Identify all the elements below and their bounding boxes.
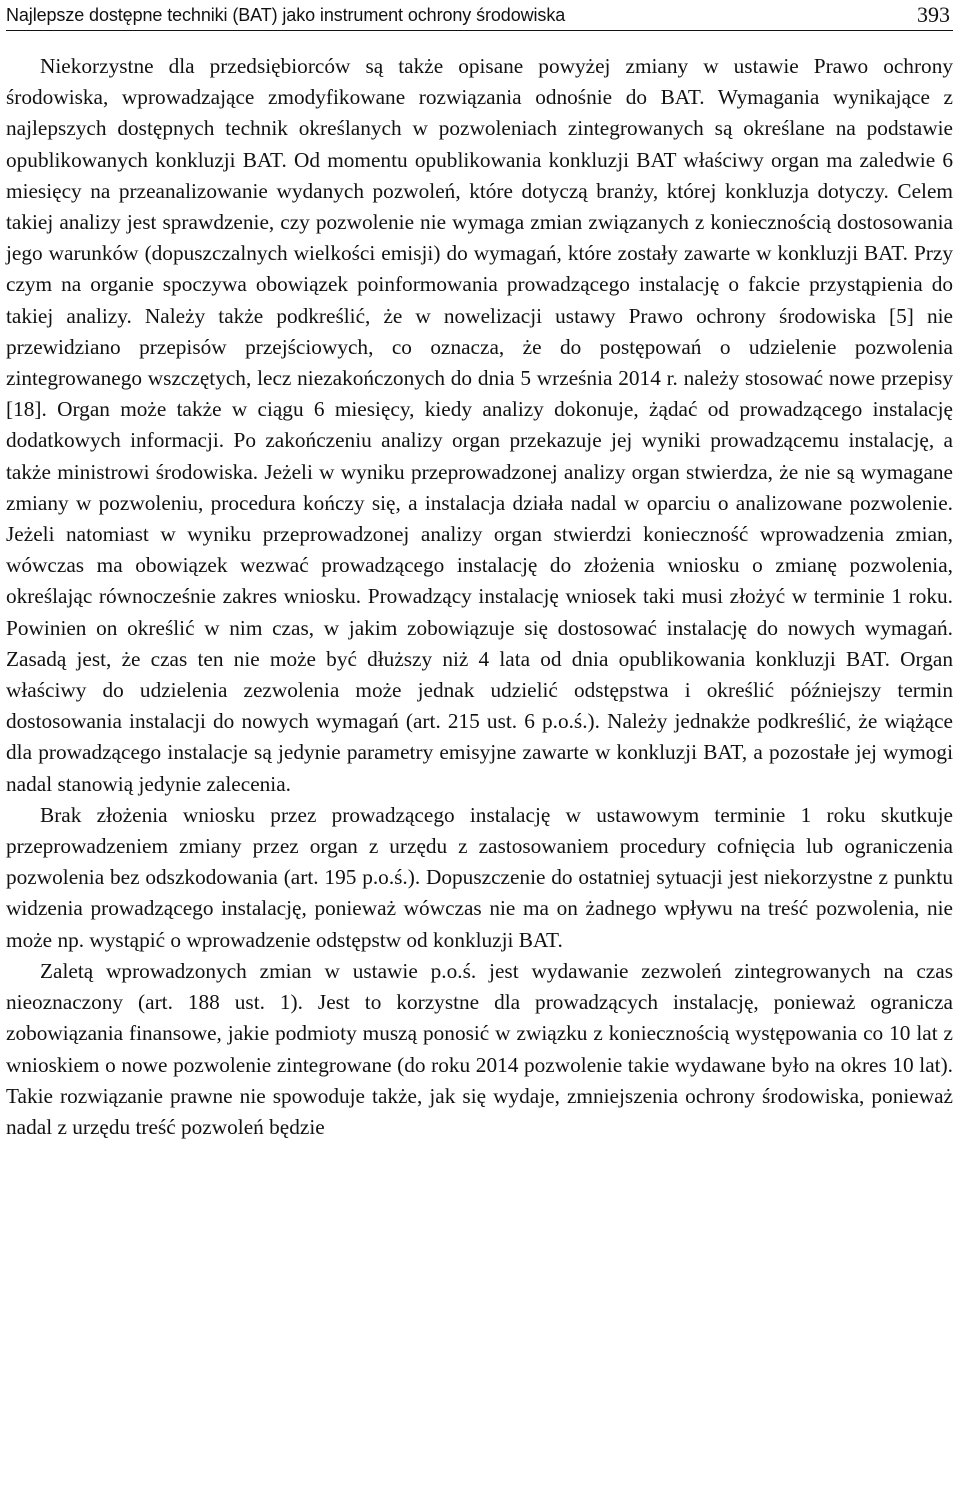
paragraph-1: Niekorzystne dla przedsiębiorców są także opisane powyżej zmiany w ustawie Prawo ochrony środowiska, wprowadzające zmodyfikowane rozwiązania odnośnie do BAT. Wymagania wynikające z najlepszych dostępnych technik określanych w pozwoleniach zintegrowanych są określane na podstawie opublikowanych konkluzji BAT. Od momentu opublikowania konkluzji BAT właściwy organ ma zaledwie 6 miesięcy na przeanalizowanie wydanych pozwoleń, które dotyczą branży, której konkluzja dotyczy. Celem takiej analizy jest sprawdzenie, czy pozwolenie nie wymaga zmian związanych z koniecznością dostosowania jego warunków (dopuszczalnych wielkości emisji) do wymagań, które zostały zawarte w konkluzji BAT. Przy czym na organie spoczywa obowiązek poinformowania prowadzącego instalację o fakcie przystąpienia do takiej analizy. Należy także podkreślić, że w nowelizacji ustawy Prawo ochrony środowiska [5] nie przewidziano przepisów przejściowych, co oznacza, że do postępowań o udzielenie pozwolenia zintegrowanego wszczętych, lecz niezakończonych do dnia 5 września 2014 r. należy stosować nowe przepisy [18]. Organ może także w ciągu 6 miesięcy, kiedy analizy dokonuje, żądać od prowadzącego instalację dodatkowych informacji. Po zakończeniu analizy organ przekazuje jej wyniki prowadzącemu instalację, a także ministrowi środowiska. Jeżeli w wyniku przeprowadzonej analizy organ stwierdza, że nie są wymagane zmiany w pozwoleniu, procedura kończy się, a instalacja działa nadal w oparciu o analizowane pozwolenie. Jeżeli natomiast w wyniku przeprowadzonej analizy organ stwierdzi konieczność wprowadzenia zmian, wówczas ma obowiązek wezwać prowadzącego instalację do złożenia wniosku o zmianę pozwolenia, określając równocześnie zakres wniosku. Prowadzący instalację wniosek taki musi złożyć w terminie 1 roku. Powinien on określić w nim czas, w jakim zobowiązuje się dostosować instalację do nowych wymagań. Zasadą jest, że czas ten nie może być dłuższy niż 4 lata od dnia opublikowania konkluzji BAT. Organ właściwy do udzielenia zezwolenia może jednak udzielić odstępstwa i określić późniejszy termin dostosowania instalacji do nowych wymagań (art. 215 ust. 6 p.o.ś.). Należy jednakże podkreślić, że wiążące dla prowadzącego instalacje są jedynie parametry emisyjne zawarte w konkluzji BAT, a pozostałe jej wymogi nadal stanowią jedynie zalecenia. [6,54,953,796]
body-text [6,51,953,1143]
paragraph-3: Zaletą wprowadzonych zmian w ustawie p.o.ś. jest wydawanie zezwoleń zintegrowanych na czas nieoznaczony (art. 188 ust. 1). Jest to korzystne dla prowadzących instalację, ponieważ ogranicza zobowiązania finansowe, jakie podmioty muszą ponosić w związku z koniecznością występowania co 10 lat z wnioskiem o nowe pozwolenie zintegrowane (do roku 2014 pozwolenie takie wydawane było na okres 10 lat). Takie rozwiązanie prawne nie spowoduje także, jak się wydaje, zmniejszenia ochrony środowiska, ponieważ nadal z urzędu treść pozwoleń będzie [6,958,953,1139]
paragraph-2: Brak złożenia wniosku przez prowadzącego instalację w ustawowym terminie 1 roku skutkuje przeprowadzeniem zmiany przez organ z urzędu z zastosowaniem procedury cofnięcia lub ograniczenia pozwolenia bez odszkodowania (art. 195 p.o.ś.). Dopuszczenie do ostatniej sytuacji jest niekorzystne z punktu widzenia prowadzącego instalację, ponieważ wówczas nie ma on żadnego wpływu na treść pozwolenia, nie może np. wystąpić o wprowadzenie odstępstw od konkluzji BAT. [6,802,953,952]
page-number: 393 [917,2,950,27]
running-header [6,0,953,31]
running-title: Najlepsze dostępne techniki (BAT) jako instrument ochrony środowiska [6,5,566,25]
